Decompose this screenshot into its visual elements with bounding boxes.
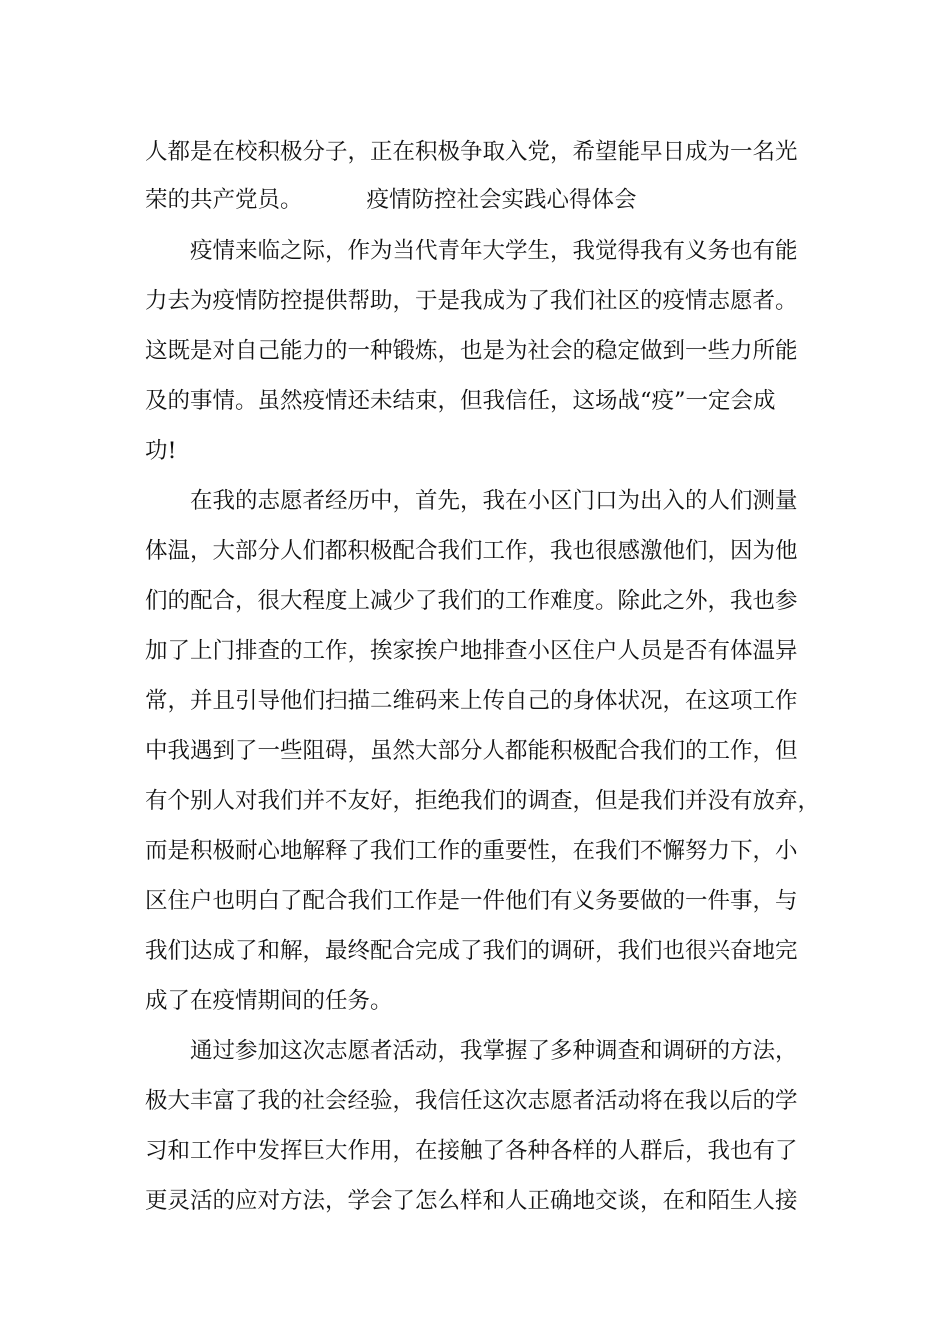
- text-line: 区住户也明白了配合我们工作是一件他们有义务要做的一件事，与: [145, 888, 798, 914]
- text-line: 们的配合，很大程度上减少了我们的工作难度。除此之外，我也参: [145, 588, 798, 614]
- text-line: 有个别人对我们并不友好，拒绝我们的调查，但是我们并没有放弃，: [145, 788, 821, 814]
- text-line: 这既是对自己能力的一种锻炼，也是为社会的稳定做到一些力所能: [145, 338, 798, 364]
- section-title: 疫情防控社会实践心得体会: [366, 187, 637, 213]
- text-line: 人都是在校积极分子，正在积极争取入党，希望能早日成为一名光: [145, 139, 798, 165]
- paragraph-first-line: 疫情来临之际，作为当代青年大学生，我觉得我有义务也有能: [190, 238, 798, 264]
- text-line: 加了上门排查的工作，挨家挨户地排查小区住户人员是否有体温异: [145, 638, 798, 664]
- text-line: 力去为疫情防控提供帮助，于是我成为了我们社区的疫情志愿者。: [145, 288, 798, 314]
- text-line: 我们达成了和解，最终配合完成了我们的调研，我们也很兴奋地完: [145, 938, 798, 964]
- paragraph-first-line: 通过参加这次志愿者活动，我掌握了多种调查和调研的方法，: [190, 1038, 798, 1064]
- text-line: 及的事情。虽然疫情还未结束，但我信任，这场战“疫”一定会成: [145, 388, 776, 414]
- text-line: 极大丰富了我的社会经验，我信任这次志愿者活动将在我以后的学: [145, 1088, 798, 1114]
- text-line: 常，并且引导他们扫描二维码来上传自己的身体状况，在这项工作: [145, 688, 798, 714]
- text-line: 成了在疫情期间的任务。: [145, 988, 393, 1014]
- text-line-with-title: [145, 185, 637, 215]
- text-fragment: 荣的共产党员。: [145, 187, 303, 213]
- text-line: 更灵活的应对方法，学会了怎么样和人正确地交谈，在和陌生人接: [145, 1188, 798, 1214]
- text-line: 功!: [145, 438, 177, 464]
- text-line: 而是积极耐心地解释了我们工作的重要性，在我们不懈努力下，小: [145, 838, 798, 864]
- text-line: 体温，大部分人们都积极配合我们工作，我也很感激他们，因为他: [145, 538, 798, 564]
- text-line: 中我遇到了一些阻碍，虽然大部分人都能积极配合我们的工作，但: [145, 738, 798, 764]
- text-line: 习和工作中发挥巨大作用，在接触了各种各样的人群后，我也有了: [145, 1138, 798, 1164]
- paragraph-first-line: 在我的志愿者经历中，首先，我在小区门口为出入的人们测量: [190, 488, 798, 514]
